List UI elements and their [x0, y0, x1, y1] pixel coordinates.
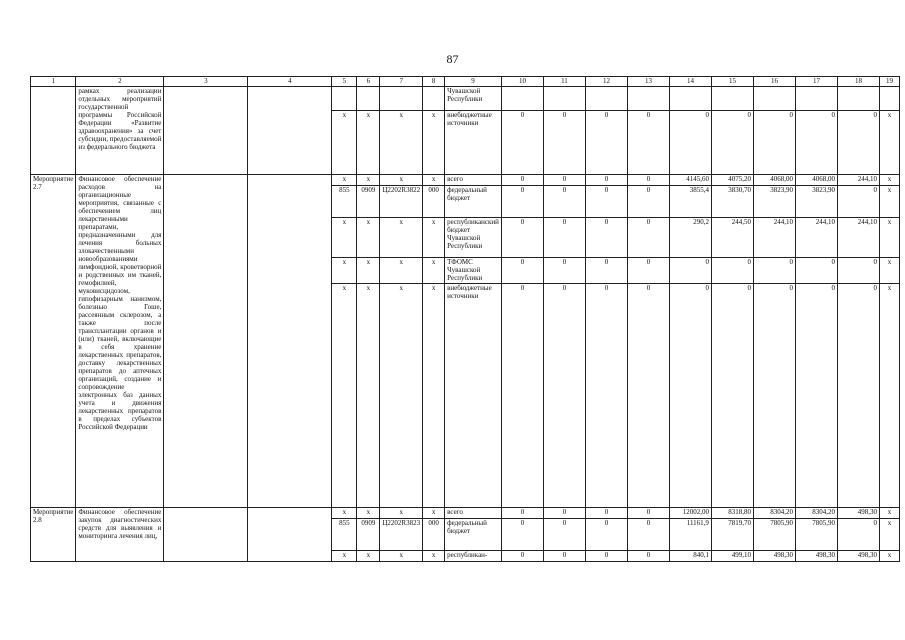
header-cell: 8	[423, 77, 445, 87]
table-cell: x	[423, 258, 445, 284]
table-cell: x	[879, 508, 899, 519]
table-cell: x	[332, 508, 357, 519]
table-cell: 0	[585, 186, 627, 218]
funding-source: республикан-	[445, 551, 502, 562]
table-cell: 0	[543, 551, 585, 562]
table-row	[31, 175, 900, 186]
table-cell	[585, 87, 627, 111]
table-cell: x	[357, 551, 380, 562]
table-cell: 0	[501, 551, 543, 562]
table-cell: x	[332, 258, 357, 284]
table-cell: 11161,9	[669, 519, 711, 551]
table-cell: 7805,90	[753, 519, 795, 551]
table-cell: x	[380, 508, 423, 519]
table-cell: 0	[585, 519, 627, 551]
activity-label: Мероприятие 2.8	[31, 508, 76, 562]
table-cell: 8318,80	[711, 508, 753, 519]
header-cell: 14	[669, 77, 711, 87]
table-cell: 0	[543, 258, 585, 284]
table-cell: 0	[795, 284, 837, 508]
empty-cell	[164, 87, 248, 175]
table-cell: 0	[837, 186, 879, 218]
activity-label: Мероприятие 2.7	[31, 175, 76, 508]
funding-source: федеральный бюджет	[445, 519, 502, 551]
empty-cell	[164, 175, 248, 508]
header-cell: 6	[357, 77, 380, 87]
table-cell: 12002,00	[669, 508, 711, 519]
table-cell: 0	[627, 551, 669, 562]
table-cell: 0	[501, 258, 543, 284]
header-cell: 9	[445, 77, 502, 87]
table-cell: 0	[585, 218, 627, 258]
empty-cell	[164, 508, 248, 562]
table-cell: 244,10	[837, 218, 879, 258]
table-cell: x	[380, 218, 423, 258]
table-cell	[332, 87, 357, 111]
activity-description: Финансовое обеспечение расходов на организационные мероприятия, связанные с обеспечением лиц лекарственными препаратами, предназначенными для лечения больных злокачественными новообразованиями лимфоидной, кроветворной и родственных им тканей, гемофилией, муковисцидозом, гипофизарным нанизмом, болезнью Гоше, рассеянным склерозом, а также после трансплантации органов и (или) тканей, включающие в себя хранение лекарственных препаратов, доставку лекарственных препаратов до аптечных организаций, создание и сопровождение электронных баз данных учета и движения лекарственных препаратов в пределах субъектов Российской Федерации	[76, 175, 164, 508]
table-cell: x	[879, 111, 899, 175]
header-cell: 15	[711, 77, 753, 87]
table-cell: x	[332, 284, 357, 508]
table-cell	[879, 87, 899, 111]
activity-description: рамках реализации отдельных мероприятий государственной программы Российской Федерации «Развитие здравоохранения» за счет субсидии, предоставляемой из федерального бюджета	[76, 87, 164, 175]
table-cell: 000	[423, 186, 445, 218]
header-cell: 7	[380, 77, 423, 87]
table-cell	[543, 87, 585, 111]
funding-source: республиканский бюджет Чувашской Республики	[445, 218, 502, 258]
table-cell: 0	[627, 284, 669, 508]
table-cell: 3855,4	[669, 186, 711, 218]
table-cell: Ц2202R3823	[380, 519, 423, 551]
table-cell: x	[879, 519, 899, 551]
header-cell: 10	[501, 77, 543, 87]
table-cell: 0	[837, 258, 879, 284]
table-cell: x	[879, 186, 899, 218]
table-cell: x	[423, 175, 445, 186]
table-cell: x	[423, 284, 445, 508]
table-cell: 0	[711, 258, 753, 284]
table-cell: 244,10	[795, 218, 837, 258]
table-cell: 0	[627, 258, 669, 284]
table-cell: 0	[837, 284, 879, 508]
table-cell: 0	[795, 111, 837, 175]
table-cell: 855	[332, 186, 357, 218]
table-cell: 0	[543, 284, 585, 508]
table-cell: x	[423, 111, 445, 175]
table-cell: x	[879, 551, 899, 562]
table-cell: 0	[627, 175, 669, 186]
table-cell	[380, 87, 423, 111]
table-cell: Ц2202R3822	[380, 186, 423, 218]
table-cell: 0	[585, 111, 627, 175]
table-cell: 498,30	[837, 508, 879, 519]
empty-cell	[248, 175, 332, 508]
table-cell: x	[357, 218, 380, 258]
table-cell: 0	[837, 111, 879, 175]
table-cell: 3823,90	[753, 186, 795, 218]
table-cell: 0	[501, 508, 543, 519]
table-cell	[753, 87, 795, 111]
table-cell: 0	[711, 284, 753, 508]
table-cell: 7819,70	[711, 519, 753, 551]
activity-description: Финансовое обеспечение закупок диагностических средств для выявления и мониторинга лечения лиц,	[76, 508, 164, 562]
table-cell: x	[357, 284, 380, 508]
funding-source: всего	[445, 508, 502, 519]
table-cell: 498,30	[753, 551, 795, 562]
table-cell: 4145,60	[669, 175, 711, 186]
table-cell: 4075,20	[711, 175, 753, 186]
activity-label	[31, 87, 76, 175]
table-cell: x	[380, 551, 423, 562]
table-cell: 0	[543, 218, 585, 258]
table-cell: x	[879, 284, 899, 508]
table-cell: x	[357, 508, 380, 519]
table-cell: 3830,70	[711, 186, 753, 218]
table-cell: 0	[795, 258, 837, 284]
table-cell: 0	[585, 508, 627, 519]
table-cell: x	[357, 111, 380, 175]
header-cell: 12	[585, 77, 627, 87]
table-cell: 0	[501, 519, 543, 551]
table-cell: x	[423, 508, 445, 519]
table-cell: x	[879, 218, 899, 258]
table-cell: 0	[585, 258, 627, 284]
table-cell: x	[380, 175, 423, 186]
header-cell: 1	[31, 77, 76, 87]
table-cell	[423, 87, 445, 111]
table-cell: 3823,90	[795, 186, 837, 218]
table-cell	[711, 87, 753, 111]
header-cell: 11	[543, 77, 585, 87]
header-cell: 13	[627, 77, 669, 87]
table-cell: 0	[543, 186, 585, 218]
table-cell: 0	[627, 508, 669, 519]
table-cell	[627, 87, 669, 111]
table-cell: 244,10	[837, 175, 879, 186]
table-cell: x	[879, 175, 899, 186]
table-row	[31, 508, 900, 519]
table-cell: 0	[627, 218, 669, 258]
table-cell: 0	[585, 284, 627, 508]
funding-source: внебюджетные источники	[445, 111, 502, 175]
funding-source: федеральный бюджет	[445, 186, 502, 218]
header-cell: 16	[753, 77, 795, 87]
table-cell: 0	[543, 111, 585, 175]
header-cell: 5	[332, 77, 357, 87]
funding-source: Чувашской Республики	[445, 87, 502, 111]
table-cell: 8304,20	[753, 508, 795, 519]
table-cell	[669, 87, 711, 111]
table-cell: 4068,00	[795, 175, 837, 186]
table-cell: 0	[627, 111, 669, 175]
table-cell: 0909	[357, 519, 380, 551]
header-cell: 2	[76, 77, 164, 87]
table-cell: x	[380, 111, 423, 175]
table-cell: 0	[501, 186, 543, 218]
table-cell: 0	[753, 258, 795, 284]
table-cell: 290,2	[669, 218, 711, 258]
table-cell: 0	[501, 175, 543, 186]
table-cell: 244,50	[711, 218, 753, 258]
table-cell: 244,10	[753, 218, 795, 258]
table-cell: x	[332, 175, 357, 186]
table-cell: 0	[837, 519, 879, 551]
funding-source: всего	[445, 175, 502, 186]
empty-cell	[248, 508, 332, 562]
table-cell: 0	[711, 111, 753, 175]
table-cell: 840,1	[669, 551, 711, 562]
table-cell: 4068,00	[753, 175, 795, 186]
table-cell: 0909	[357, 186, 380, 218]
table-cell: x	[332, 111, 357, 175]
table-cell: 0	[543, 508, 585, 519]
table-cell: 7805,90	[795, 519, 837, 551]
table-cell: 0	[753, 284, 795, 508]
table-cell: x	[332, 551, 357, 562]
table-cell: 8304,20	[795, 508, 837, 519]
table-cell: 000	[423, 519, 445, 551]
table-cell: 0	[543, 175, 585, 186]
table-cell: 0	[753, 111, 795, 175]
table-cell: 0	[501, 111, 543, 175]
funding-source: внебюджетные источники	[445, 284, 502, 508]
table-cell: x	[423, 218, 445, 258]
table-cell	[357, 87, 380, 111]
table-cell: x	[357, 258, 380, 284]
table-cell: 0	[585, 551, 627, 562]
header-cell: 17	[795, 77, 837, 87]
table-cell	[837, 87, 879, 111]
table-cell: 0	[627, 519, 669, 551]
table-cell: 0	[669, 111, 711, 175]
table-cell: x	[380, 258, 423, 284]
table-row	[31, 87, 900, 111]
table-cell: x	[332, 218, 357, 258]
table-cell: 0	[501, 218, 543, 258]
budget-table	[30, 76, 900, 562]
table-cell: 0	[543, 519, 585, 551]
table-cell: x	[879, 258, 899, 284]
table-cell: 0	[669, 258, 711, 284]
table-cell: x	[423, 551, 445, 562]
table-cell	[795, 87, 837, 111]
funding-source: ТФОМС Чувашской Республики	[445, 258, 502, 284]
header-row	[31, 77, 900, 87]
empty-cell	[248, 87, 332, 175]
header-cell: 3	[164, 77, 248, 87]
table-cell: 0	[627, 186, 669, 218]
table-cell: 499,10	[711, 551, 753, 562]
table-cell: 498,30	[837, 551, 879, 562]
table-cell: x	[357, 175, 380, 186]
table-cell	[501, 87, 543, 111]
header-cell: 18	[837, 77, 879, 87]
table-cell: 855	[332, 519, 357, 551]
header-cell: 4	[248, 77, 332, 87]
table-cell: 0	[669, 284, 711, 508]
header-cell: 19	[879, 77, 899, 87]
table-cell: 498,30	[795, 551, 837, 562]
table-cell: 0	[585, 175, 627, 186]
page-number: 87	[446, 52, 459, 66]
table-cell: 0	[501, 284, 543, 508]
table-cell: x	[380, 284, 423, 508]
